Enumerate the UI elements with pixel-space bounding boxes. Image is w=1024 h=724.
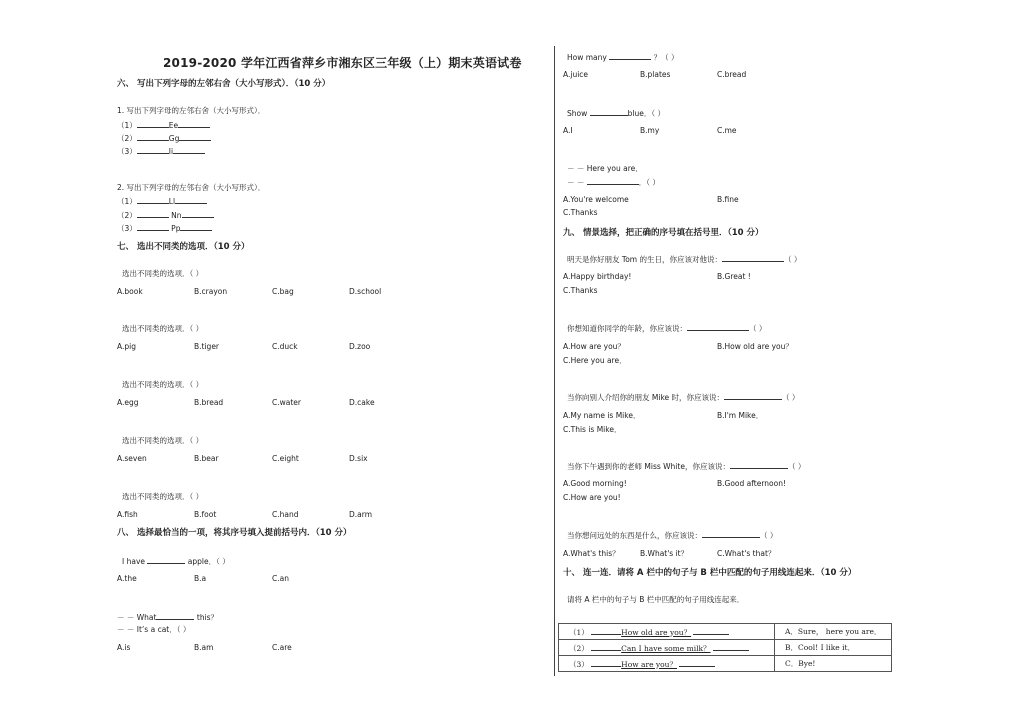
matching-table	[558, 623, 892, 672]
column-b-cell: A．Sure， here you are．	[775, 624, 892, 640]
column-a-cell: （1） How old are you？	[559, 624, 775, 640]
option: A.book	[117, 287, 143, 296]
s8-q3-prompt: How many ？（ ）	[567, 53, 679, 62]
option: B.bread	[194, 398, 224, 407]
option: B.a	[194, 574, 207, 583]
option: B.Good afternoon!	[717, 479, 786, 488]
option: A.What's this？	[563, 549, 620, 558]
s9-q-prompt: 明天是你好朋友 Tom 的生日，你应该对他说： （ ）	[567, 255, 802, 264]
option: A.You're welcome	[563, 195, 629, 204]
option: C.me	[717, 126, 737, 135]
option: A.I	[563, 126, 573, 135]
s6-q1-item: （1） Ee	[117, 119, 210, 131]
option: A.pig	[117, 342, 136, 351]
option: C.hand	[272, 510, 299, 519]
option: B.bear	[194, 454, 219, 463]
s6-q1-item: （2） Gg	[117, 132, 211, 144]
option: B.tiger	[194, 342, 220, 351]
section-7-heading: 七、 选出不同类的选项．（10 分）	[117, 242, 250, 252]
s9-q-prompt: 当你下午遇到你的老师 Miss White，你应该说： （ ）	[567, 462, 806, 471]
option: C.What's that？	[717, 549, 776, 558]
option: A.seven	[117, 454, 147, 463]
table-row	[559, 624, 892, 640]
option: C.This is Mike．	[563, 425, 622, 434]
s8-q2-line2: － － It’s a cat．（ ）	[117, 625, 191, 634]
s7-q-prompt: 选出不同类的选项．（ ）	[122, 324, 204, 333]
s6-q2-prompt: 2. 写出下列字母的左邻右舍（大小写形式）．	[117, 183, 266, 192]
s7-q-prompt: 选出不同类的选项．（ ）	[122, 380, 204, 389]
option: A.How are you？	[563, 342, 625, 351]
option: D.six	[349, 454, 368, 463]
option: C.Thanks	[563, 208, 598, 217]
table-row	[559, 640, 892, 656]
s6-q2-item: （2） Nn	[117, 209, 214, 221]
option: B.Great !	[717, 272, 751, 281]
option: C.water	[272, 398, 301, 407]
s8-q5-line2: － － ．（ ）	[567, 178, 660, 187]
option: D.arm	[349, 510, 373, 519]
s6-q1-item: （3） Ii	[117, 145, 205, 157]
s6-q2-item: （1） Ll	[117, 195, 207, 207]
option: B.fine	[717, 195, 739, 204]
s8-q5-line1: － － Here you are．	[567, 164, 643, 173]
s9-q-prompt: 当你向别人介绍你的朋友 Mike 时，你应该说： （ ）	[567, 393, 800, 402]
table-row	[559, 656, 892, 672]
s8-q2-line1: － － What this？	[117, 613, 219, 622]
option: A.is	[117, 643, 131, 652]
option: B.I'm Mike．	[717, 411, 764, 420]
column-b-cell: B．Cool! I like it．	[775, 640, 892, 656]
option: D.zoo	[349, 342, 371, 351]
option: B.foot	[194, 510, 217, 519]
option: B.How old are you？	[717, 342, 793, 351]
column-divider	[554, 46, 555, 676]
option: C.an	[272, 574, 289, 583]
option: C.Thanks	[563, 286, 598, 295]
option: A.juice	[563, 70, 589, 79]
s7-q-prompt: 选出不同类的选项．（ ）	[122, 436, 204, 445]
s7-q-prompt: 选出不同类的选项．（ ）	[122, 269, 204, 278]
option: A.Good morning!	[563, 479, 627, 488]
option: A.the	[117, 574, 137, 583]
column-a-cell: （3） How are you？	[559, 656, 775, 672]
s10-instruction: 请将 A 栏中的句子与 B 栏中匹配的句子用线连起来．	[567, 595, 745, 604]
option: B.What's it？	[640, 549, 689, 558]
option: A.Happy birthday!	[563, 272, 632, 281]
option: C.bag	[272, 287, 294, 296]
option: C.bread	[717, 70, 747, 79]
column-b-cell: C．Bye!	[775, 656, 892, 672]
option: A.fish	[117, 510, 138, 519]
option: B.crayon	[194, 287, 228, 296]
option: C.duck	[272, 342, 298, 351]
option: A.egg	[117, 398, 139, 407]
s6-q1-prompt: 1. 写出下列字母的左邻右舍（大小写形式）．	[117, 106, 266, 115]
s9-q-prompt: 你想知道你同学的年龄，你应该说： （ ）	[567, 324, 767, 333]
s9-q-prompt: 当你想问远处的东西是什么，你应该说： （ ）	[567, 531, 778, 540]
option: C.are	[272, 643, 292, 652]
option: B.plates	[640, 70, 671, 79]
option: D.cake	[349, 398, 375, 407]
s8-q1-prompt: I have apple．（ ）	[122, 557, 230, 566]
section-9-heading: 九、 情景选择，把正确的序号填在括号里．（10 分）	[563, 228, 764, 238]
page-title: 2019-2020 学年江西省萍乡市湘东区三年级（上）期末英语试卷	[163, 56, 522, 70]
option: C.Here you are．	[563, 356, 627, 365]
section-8-heading: 八、 选择最恰当的一项，将其序号填入提前括号内．（10 分）	[117, 528, 352, 538]
option: A.My name is Mike．	[563, 411, 641, 420]
s8-q4-prompt: Show blue．（ ）	[567, 109, 665, 118]
s7-q-prompt: 选出不同类的选项．（ ）	[122, 492, 204, 501]
s6-q2-item: （3） Pp	[117, 222, 212, 234]
option: B.my	[640, 126, 660, 135]
option: C.How are you!	[563, 493, 621, 502]
section-6-heading: 六、 写出下列字母的左邻右舍（大小写形式）．（10 分）	[117, 79, 331, 89]
option: B.am	[194, 643, 214, 652]
option: C.eight	[272, 454, 299, 463]
section-10-heading: 十、 连一连．请将 A 栏中的句子与 B 栏中匹配的句子用线连起来．（10 分）	[563, 568, 857, 578]
column-a-cell: （2） Can I have some milk？	[559, 640, 775, 656]
option: D.school	[349, 287, 382, 296]
